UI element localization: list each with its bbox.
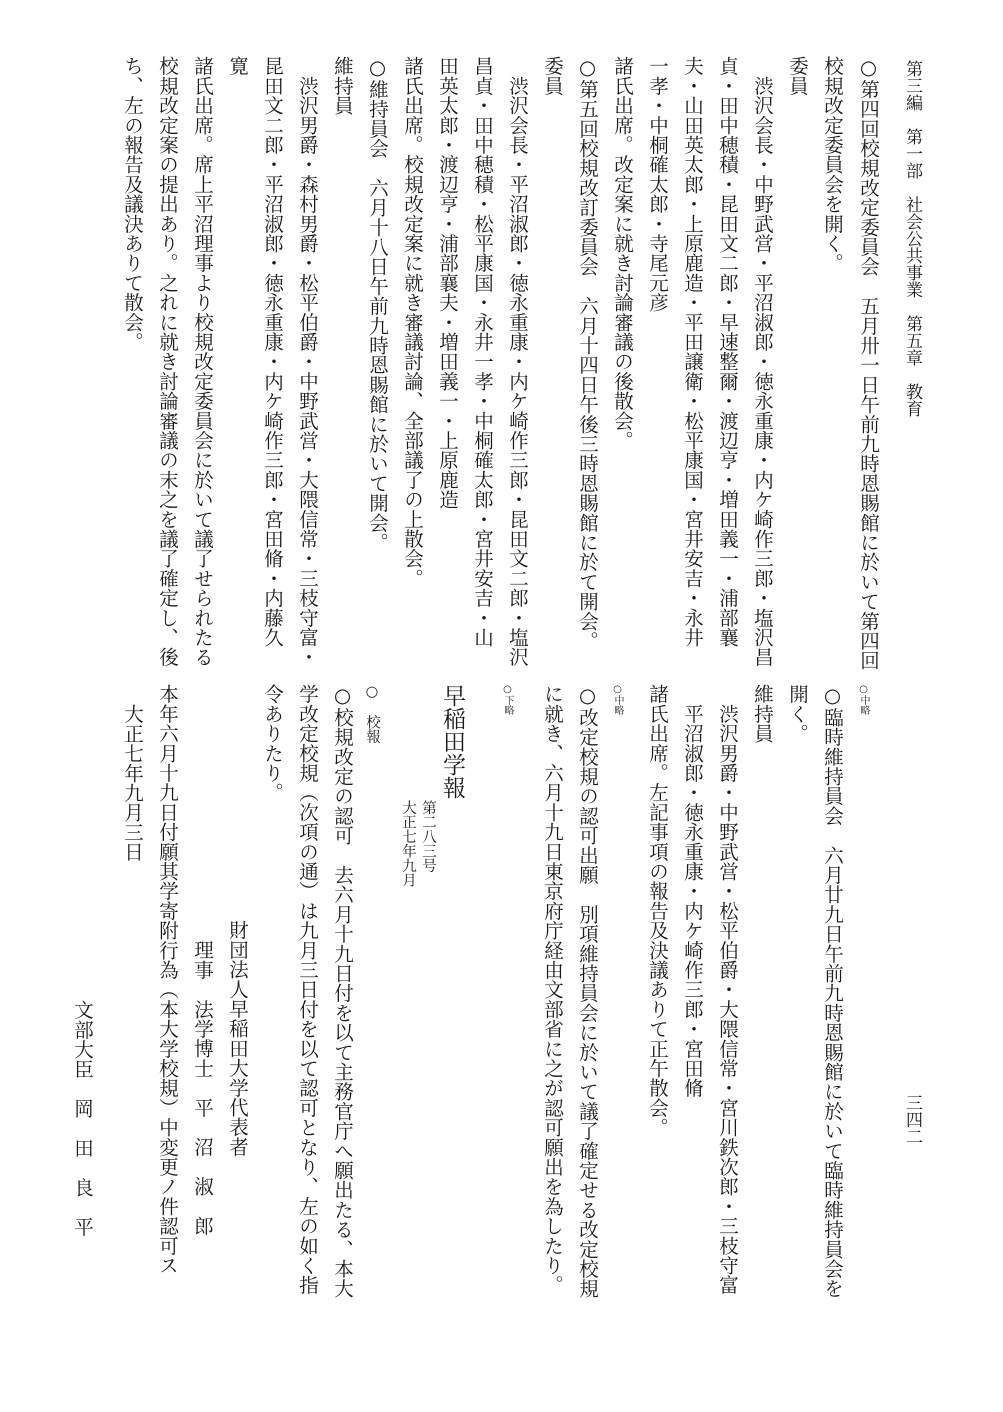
- text-column: 諸氏出席。校規改定案に就き審議討論、全部議了の上散会。: [401, 56, 424, 588]
- page-number: 三四二: [902, 1094, 922, 1145]
- omission-mark: ○下略: [502, 684, 513, 715]
- text-column: 諸氏出席。左記事項の報告及決議ありて正午散会。: [646, 684, 669, 1138]
- source-date: 大正七年九月: [400, 800, 416, 887]
- minister-signature: 文部大臣 岡 田 良 平: [71, 1000, 94, 1237]
- text-column: 渋沢男爵・中野武営・松平伯爵・大隈信常・宮川鉄次郎・三枝守富: [716, 684, 739, 1295]
- text-column: 委員: [541, 56, 564, 96]
- text-column: 維持員: [751, 684, 774, 744]
- text-column: 昌貞・田中穂積・松平康国・永井一孝・中桐確太郎・宮井安吉・山: [471, 56, 494, 647]
- text-column: ○校規改定の認可 去六月十九日付を以て主務官庁へ願出たる、本大: [331, 684, 354, 1299]
- text-column: 貞・田中穂積・昆田文二郎・早速整爾・渡辺亨・増田義一・浦部襄: [716, 56, 739, 647]
- text-column: ○第四回校規改定委員会 五月卅一日午前九時恩賜館に於いて第四回: [857, 56, 880, 671]
- text-column: ○維持員会 六月十八日午前九時恩賜館に於いて開会。: [366, 56, 389, 552]
- permit-date: 大正七年九月三日: [121, 704, 144, 862]
- chapter-heading: 第三編 第一部 社会公共事業 第五章 教育: [902, 60, 922, 417]
- text-column: 委員: [786, 56, 809, 96]
- text-column: 平沼淑郎・徳永重康・内ケ崎作三郎・宮田脩: [681, 684, 704, 1098]
- text-column: 校規改定委員会を開く。: [821, 56, 844, 273]
- text-column: 田英太郎・渡辺亨・浦部襄夫・増田義一・上原鹿造: [436, 56, 459, 510]
- omission-mark: ○中略: [858, 684, 869, 715]
- text-column: 渋沢男爵・森村男爵・松平伯爵・中野武営・大隈信常・三枝守富・: [296, 56, 319, 667]
- text-column: 学改定校規（次項の通）は九月三日付を以て認可となり、左の如く指: [296, 684, 319, 1295]
- text-column: ○臨時維持員会 六月廿九日午前九時恩賜館に於いて臨時維持員会を: [821, 684, 844, 1299]
- text-column: 校規改定案の提出あり。之れに就き討論審議の末之を議了確定し、後: [156, 56, 179, 667]
- text-column: ○改定校規の認可出願 別項維持員会に於いて議了確定せる改定校規: [576, 684, 599, 1299]
- signature-person: 理事 法学博士 平 沼 淑 郎: [191, 940, 214, 1236]
- text-column: に就き、六月十九日東京府庁経由文部省に之が認可願出を為したり。: [541, 684, 564, 1295]
- text-column: 一孝・中桐確太郎・寺尾元彦: [646, 56, 669, 313]
- omission-mark: ○中略: [612, 684, 623, 715]
- section-mark: ○ 校報: [364, 684, 380, 744]
- source-issue: 第二八三号: [420, 800, 436, 873]
- text-column: 寛: [226, 56, 249, 76]
- signature-org: 財団法人早稲田大学代表者: [226, 920, 249, 1157]
- permit-text: 本年六月十九日付願其学寄附行為（本大学校規）中変更ノ件認可ス: [156, 684, 179, 1275]
- text-column: 令ありたり。: [261, 684, 284, 803]
- text-column: 開く。: [786, 684, 809, 744]
- text-column: 渋沢会長・中野武営・平沼淑郎・徳永重康・内ケ崎作三郎・塩沢昌: [751, 56, 774, 667]
- source-title: 早稲田学報: [439, 684, 465, 799]
- text-column: ち、左の報告及議決ありて散会。: [121, 56, 144, 352]
- text-column: 諸氏出席。改定案に就き討論審議の後散会。: [611, 56, 634, 450]
- text-column: 夫・山田英太郎・上原鹿造・平田譲衛・松平康国・宮井安吉・永井: [681, 56, 704, 647]
- text-column: 昆田文二郎・平沼淑郎・徳永重康・内ケ崎作三郎・宮田脩・内藤久: [261, 56, 284, 647]
- text-column: 渋沢会長・平沼淑郎・徳永重康・内ケ崎作三郎・昆田文二郎・塩沢: [506, 56, 529, 667]
- text-column: 諸氏出席。席上平沼理事より校規改定委員会に於いて議了せられたる: [191, 56, 214, 667]
- text-column: 維持員: [331, 56, 354, 116]
- text-column: ○第五回校規改訂委員会 六月十四日午後三時恩賜館に於て開会。: [576, 56, 599, 651]
